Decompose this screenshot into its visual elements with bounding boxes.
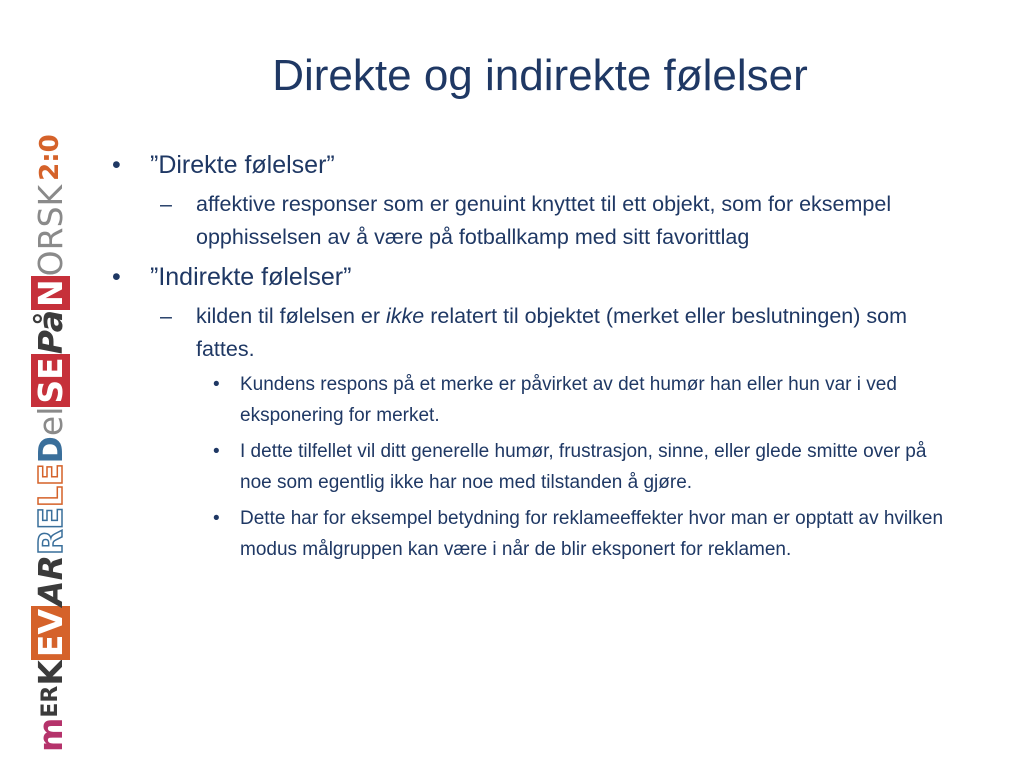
- bullet-direkte: [110, 148, 970, 182]
- logo-part: ER: [37, 685, 63, 718]
- bullet-dot: •: [213, 374, 220, 395]
- subbullet-text-before: kilden til følelsen er: [196, 304, 386, 328]
- point-text: Kundens respons på et merke er påvirket av det humør han eller hun var i ved eksponering for merket.: [240, 374, 897, 426]
- subbullet-direkte: [110, 188, 970, 254]
- point-3: [110, 504, 970, 565]
- point-text: I dette tilfellet vil ditt generelle humør, frustrasjon, sinne, eller glede smitte over på noe som egentlig ikke har noe med tilstanden å gjøre.: [240, 441, 927, 493]
- subbullet-text-after: relatert til objektet (merket eller beslutningen) som fattes.: [196, 304, 907, 361]
- logo-part: N: [31, 276, 70, 310]
- bullet-dot: •: [112, 263, 121, 291]
- logo-part: RE: [30, 507, 70, 556]
- logo-part: 2:0: [35, 134, 65, 181]
- bullet-dot: •: [213, 441, 220, 462]
- bullet-indirekte: [110, 260, 970, 294]
- bullet-heading: ”Direkte følelser”: [150, 151, 335, 179]
- subbullet-indirekte: [110, 300, 970, 366]
- logo-part: K: [30, 660, 70, 686]
- logo-part: D: [30, 436, 70, 464]
- bullet-dot: •: [112, 151, 121, 179]
- logo-part: På: [30, 309, 70, 355]
- bullet-dot: •: [213, 508, 220, 529]
- logo-part: EV: [31, 606, 70, 660]
- logo-part: LE: [30, 463, 70, 508]
- dash-marker: –: [160, 192, 172, 216]
- point-text: Dette har for eksempel betydning for reklameeffekter hvor man er opptatt av hvilken modus målgruppen kan være i når de blir eksponert for reklamen.: [240, 508, 944, 560]
- logo-part: SE: [31, 354, 70, 406]
- bullet-heading: ”Indirekte følelser”: [150, 263, 352, 291]
- logo-part: ORSK: [30, 184, 70, 277]
- slide-title: Direkte og indirekte følelser: [272, 51, 808, 100]
- dash-marker: –: [160, 304, 172, 328]
- point-2: [110, 437, 970, 498]
- logo-part: m: [30, 717, 70, 752]
- subbullet-emphasis: ikke: [386, 304, 425, 328]
- point-1: [110, 370, 970, 431]
- logo-part: el: [30, 406, 70, 437]
- brand-logo-vertical: [28, 22, 72, 752]
- logo-part: AR: [30, 555, 70, 606]
- slide-body: [110, 148, 970, 571]
- subbullet-text: affektive responser som er genuint knyttet til ett objekt, som for eksempel opphisselsen av å være på fotballkamp med sitt favorittlag: [196, 192, 892, 249]
